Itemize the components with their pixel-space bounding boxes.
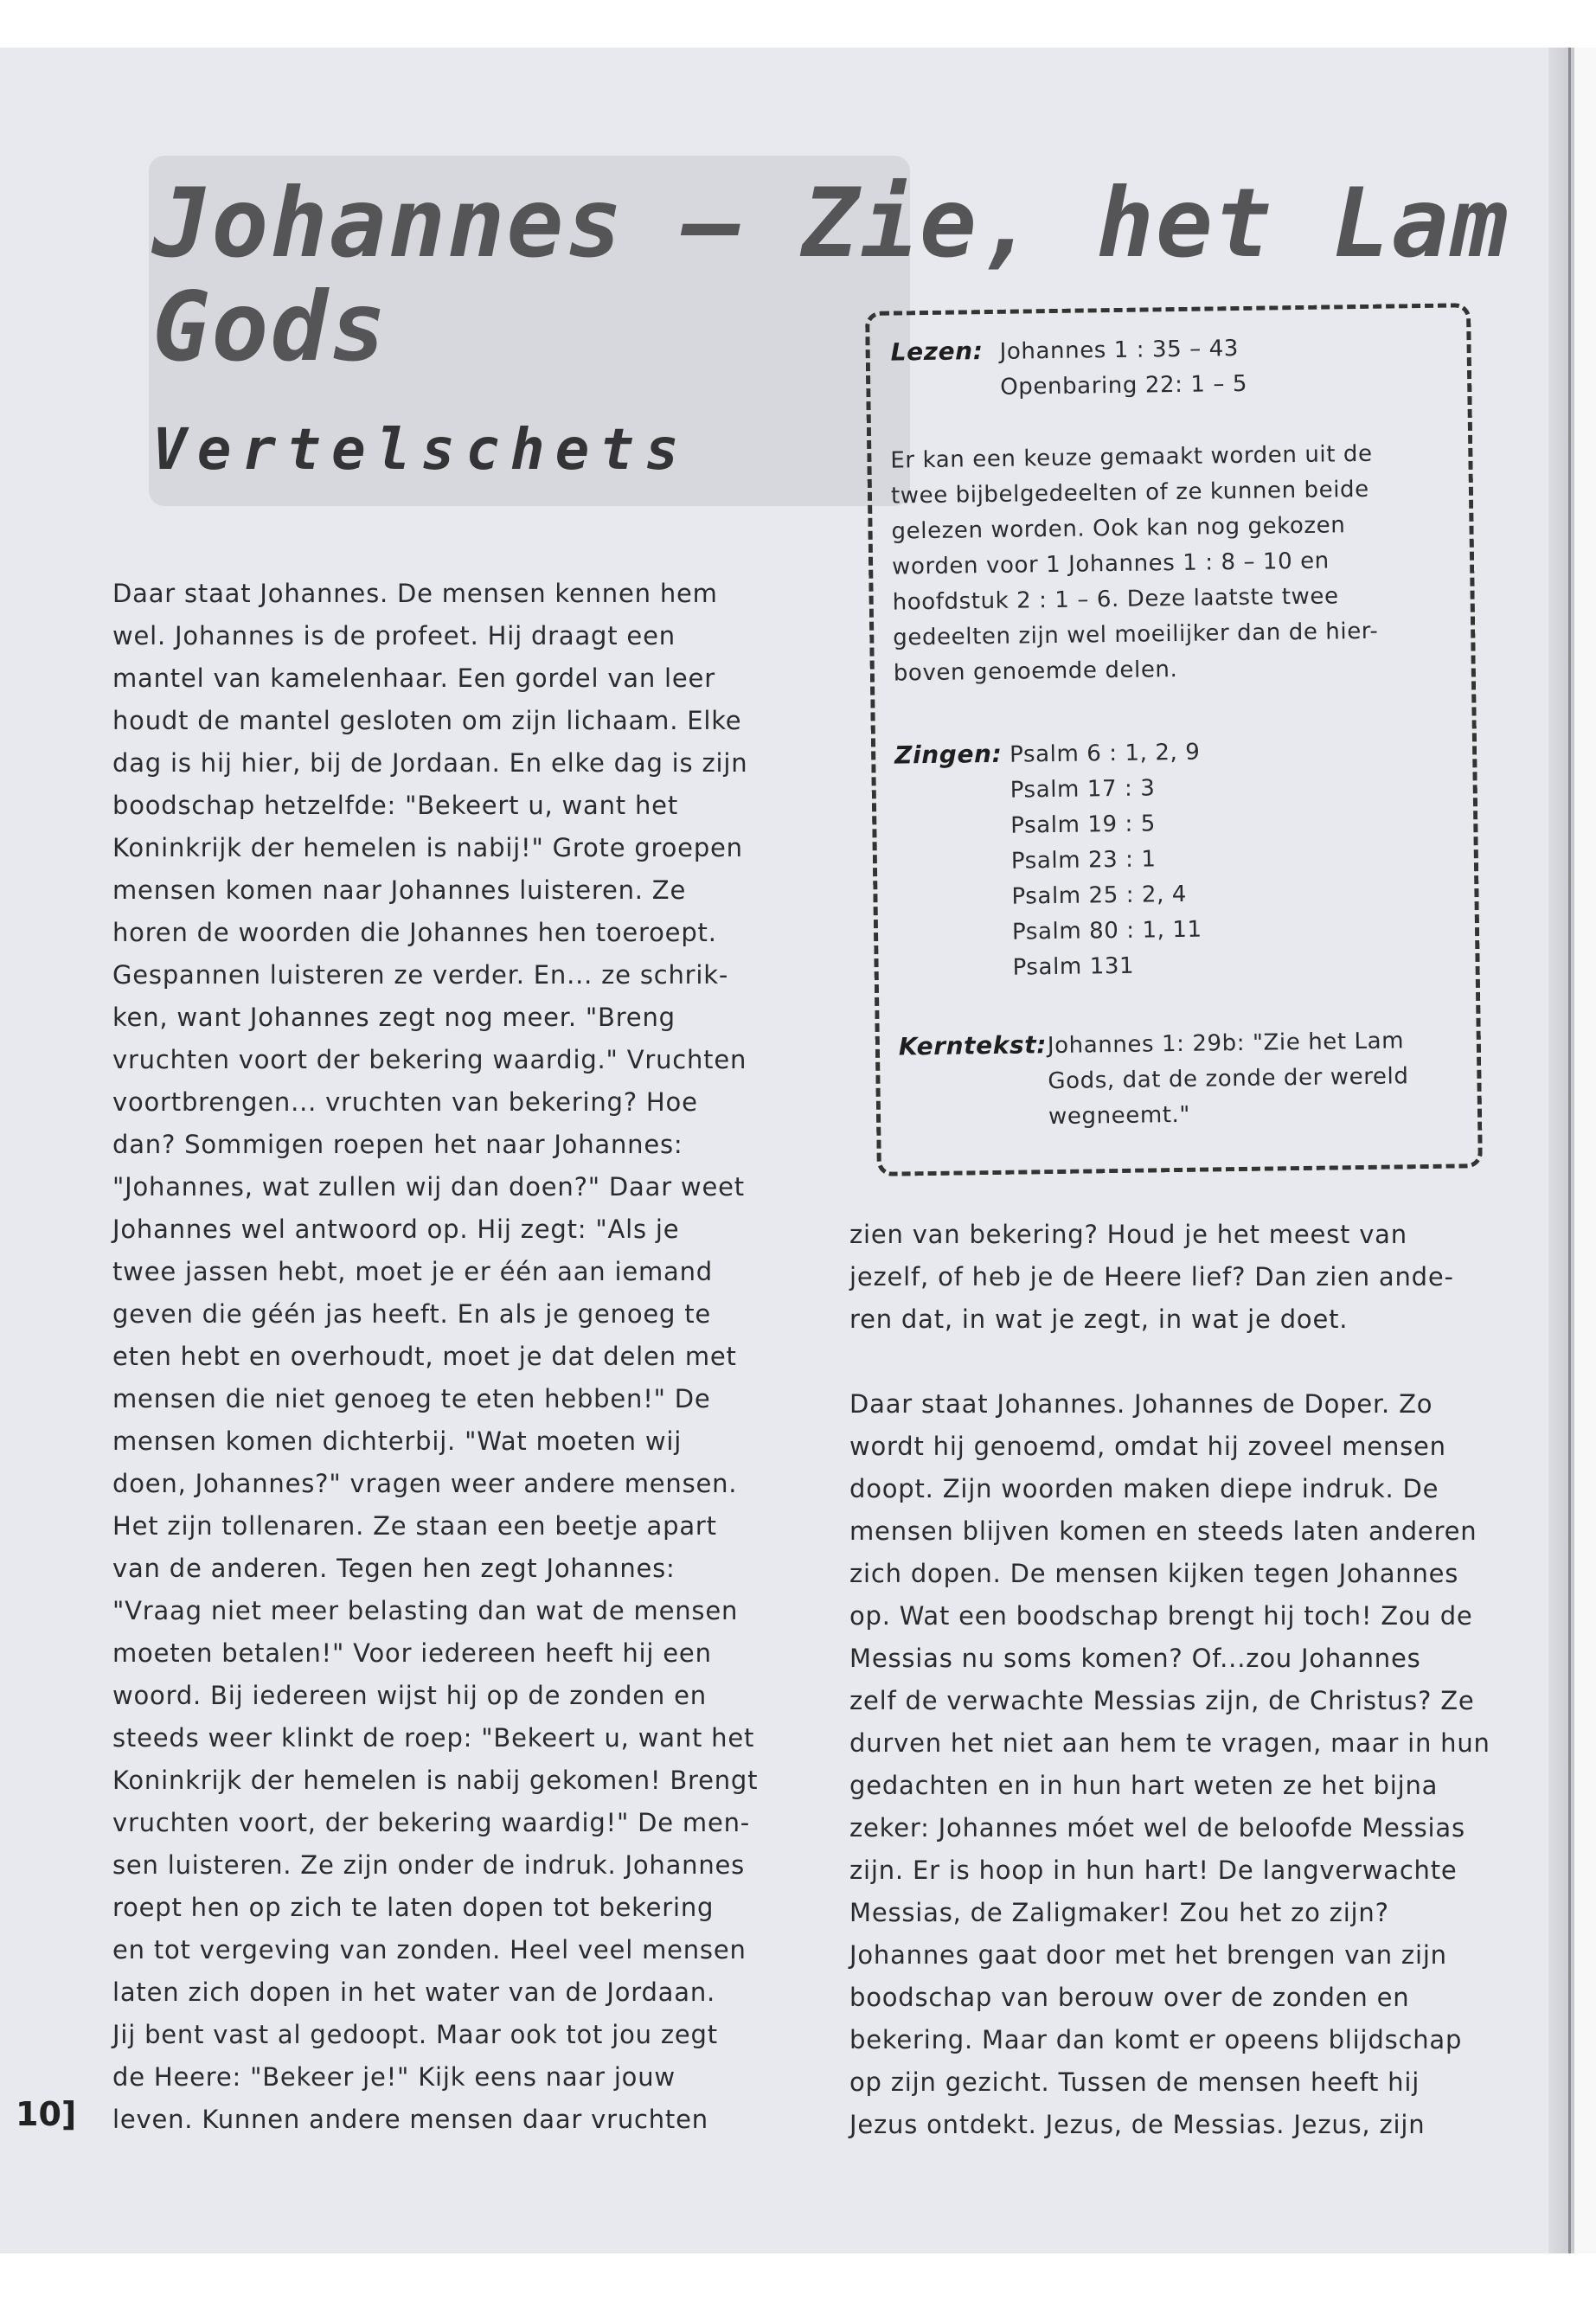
text-line: eten hebt en overhoudt, moet je dat delen met [112, 1342, 737, 1371]
text-line: Johannes gaat door met het brengen van zijn [849, 1940, 1447, 1970]
kerntekst-label: Kerntekst: [898, 1030, 1048, 1061]
text-line: bekering. Maar dan komt er opeens blijdschap [849, 2025, 1463, 2054]
reading-note-line: gedeelten zijn wel moeilijker dan de hier- [893, 618, 1379, 651]
zingen-label: Zingen: [894, 739, 1003, 770]
text-line: roept hen op zich te laten dopen tot bekering [112, 1893, 715, 1922]
text-line: Messias nu soms komen? Of...zou Johannes [849, 1644, 1421, 1673]
reading-note-line: hoofdstuk 2 : 1 – 6. Deze laatste twee [892, 583, 1339, 616]
text-line: doopt. Zijn woorden maken diepe indruk. De [849, 1474, 1439, 1503]
text-line: mensen blijven komen en steeds laten anderen [849, 1516, 1477, 1546]
text-line: horen de woorden die Johannes hen toeroept. [112, 918, 717, 947]
text-line: Messias, de Zaligmaker! Zou het zo zijn? [849, 1898, 1389, 1927]
text-line: vruchten voort, der bekering waardig!" De men- [112, 1808, 751, 1837]
reading-note-line: worden voor 1 Johannes 1 : 8 – 10 en [891, 548, 1330, 580]
scan-margin-top [0, 0, 1596, 48]
text-line: sen luisteren. Ze zijn onder de indruk. Johannes [112, 1850, 746, 1880]
text-line: ren dat, in wat je zegt, in wat je doet. [849, 1304, 1349, 1334]
psalm-item: Psalm 19 : 5 [1010, 811, 1157, 839]
text-line: wel. Johannes is de profeet. Hij draagt een [112, 621, 676, 651]
section-subtitle: Vertelschets [152, 416, 689, 483]
text-line: mensen die niet genoeg te eten hebben!" De [112, 1384, 711, 1413]
text-line: van de anderen. Tegen hen zegt Johannes: [112, 1554, 676, 1583]
text-line: leven. Kunnen andere mensen daar vruchten [112, 2105, 708, 2134]
paragraph-gap [849, 1341, 1481, 1383]
text-line: mantel van kamelenhaar. Een gordel van leer [112, 663, 715, 693]
reading-note-line: twee bijbelgedeelten of ze kunnen beide [890, 476, 1369, 510]
text-line: Gespannen luisteren ze verder. En... ze schrik- [112, 960, 729, 990]
lezen-reference-2: Openbaring 22: 1 – 5 [1000, 370, 1248, 401]
psalm-item: Psalm 17 : 3 [1010, 775, 1156, 804]
text-line: Koninkrijk der hemelen is nabij!" Grote groepen [112, 833, 743, 862]
text-line: boodschap van berouw over de zonden en [849, 1983, 1410, 2012]
text-line: boodschap hetzelfde: "Bekeert u, want het [112, 791, 678, 820]
psalm-item: Psalm 25 : 2, 4 [1011, 881, 1188, 910]
text-line: en tot vergeving van zonden. Heel veel mensen [112, 1935, 747, 1965]
text-line: Daar staat Johannes. Johannes de Doper. Zo [849, 1389, 1433, 1419]
text-line: moeten betalen!" Voor iedereen heeft hij een [112, 1638, 712, 1668]
psalm-item: Psalm 80 : 1, 11 [1011, 916, 1202, 945]
text-line: "Vraag niet meer belasting dan wat de mensen [112, 1596, 739, 1625]
text-line: durven het niet aan hem te vragen, maar in hun [849, 1728, 1490, 1758]
page-edge-line [1568, 48, 1571, 2253]
text-line: woord. Bij iedereen wijst hij op de zonden en [112, 1681, 707, 1710]
text-line: op. Wat een boodschap brengt hij toch! Zou de [849, 1601, 1473, 1631]
psalm-item: Psalm 6 : 1, 2, 9 [1009, 739, 1201, 768]
text-line: zijn. Er is hoop in hun hart! De langverwachte [849, 1856, 1458, 1885]
text-line: mensen komen naar Johannes luisteren. Ze [112, 875, 687, 905]
reading-note-line: gelezen worden. Ook kan nog gekozen [891, 512, 1346, 545]
text-line: houdt de mantel gesloten om zijn lichaam. Elke [112, 706, 742, 735]
right-text-column [849, 1214, 1490, 2146]
text-line: Johannes wel antwoord op. Hij zegt: "Als je [112, 1215, 680, 1244]
text-line: dag is hij hier, bij de Jordaan. En elke dag is zijn [112, 748, 748, 778]
reading-note-line: boven genoemde delen. [893, 656, 1178, 687]
scan-margin-bottom [0, 2253, 1596, 2301]
page-number: 10] [16, 2095, 77, 2133]
text-line: doen, Johannes?" vragen weer andere mensen. [112, 1469, 738, 1498]
text-line: "Johannes, wat zullen wij dan doen?" Daar weet [112, 1172, 745, 1202]
psalm-item: Psalm 23 : 1 [1010, 846, 1157, 875]
text-line: Het zijn tollenaren. Ze staan een beetje apart [112, 1511, 717, 1541]
kerntekst-line: Gods, dat de zonde der wereld [1048, 1063, 1409, 1095]
text-line: dan? Sommigen roepen het naar Johannes: [112, 1130, 683, 1159]
text-line: de Heere: "Bekeer je!" Kijk eens naar jouw [112, 2062, 676, 2092]
text-line: zien van bekering? Houd je het meest van [849, 1220, 1407, 1249]
text-line: ken, want Johannes zegt nog meer. "Breng [112, 1003, 676, 1032]
lezen-reference-1: Johannes 1 : 35 – 43 [999, 335, 1240, 365]
text-line: Jezus ontdekt. Jezus, de Messias. Jezus, zijn [849, 2110, 1426, 2139]
page-title-line-2: Gods [152, 272, 388, 382]
text-line: steeds weer klinkt de roep: "Bekeert u, want het [112, 1723, 755, 1753]
text-line: Koninkrijk der hemelen is nabij gekomen! Brengt [112, 1766, 759, 1795]
text-line: zeker: Johannes móet wel de beloofde Messias [849, 1813, 1465, 1843]
text-line: Jij bent vast al gedoopt. Maar ook tot jou zegt [112, 2020, 718, 2049]
text-line: voortbrengen... vruchten van bekering? Hoe [112, 1087, 698, 1117]
text-line: zelf de verwachte Messias zijn, de Christus? Ze [849, 1686, 1475, 1715]
text-line: wordt hij genoemd, omdat hij zoveel mensen [849, 1432, 1446, 1461]
text-line: Daar staat Johannes. De mensen kennen hem [112, 579, 718, 608]
kerntekst-line: Johannes 1: 29b: "Zie het Lam [1047, 1028, 1405, 1060]
text-line: jezelf, of heb je de Heere lief? Dan zien ande- [849, 1262, 1454, 1292]
reading-info-box [865, 303, 1483, 1176]
left-text-column [112, 573, 759, 2141]
kerntekst-line: wegneemt." [1048, 1101, 1191, 1131]
text-line: laten zich dopen in het water van de Jordaan. [112, 1977, 716, 2007]
reading-note-line: Er kan een keuze gemaakt worden uit de [890, 440, 1373, 474]
text-line: geven die géén jas heeft. En als je genoeg te [112, 1299, 712, 1329]
text-line: op zijn gezicht. Tussen de mensen heeft hij [849, 2067, 1420, 2097]
psalm-item: Psalm 131 [1012, 952, 1135, 981]
lezen-label: Lezen: [890, 336, 984, 367]
text-line: zich dopen. De mensen kijken tegen Johannes [849, 1559, 1459, 1588]
text-line: gedachten en in hun hart weten ze het bijna [849, 1771, 1439, 1800]
page-title-line-1: Johannes – Zie, het Lam [152, 168, 1510, 279]
text-line: vruchten voort der bekering waardig." Vruchten [112, 1045, 747, 1074]
text-line: mensen komen dichterbij. "Wat moeten wij [112, 1426, 683, 1456]
text-line: twee jassen hebt, moet je er één aan iemand [112, 1257, 713, 1286]
